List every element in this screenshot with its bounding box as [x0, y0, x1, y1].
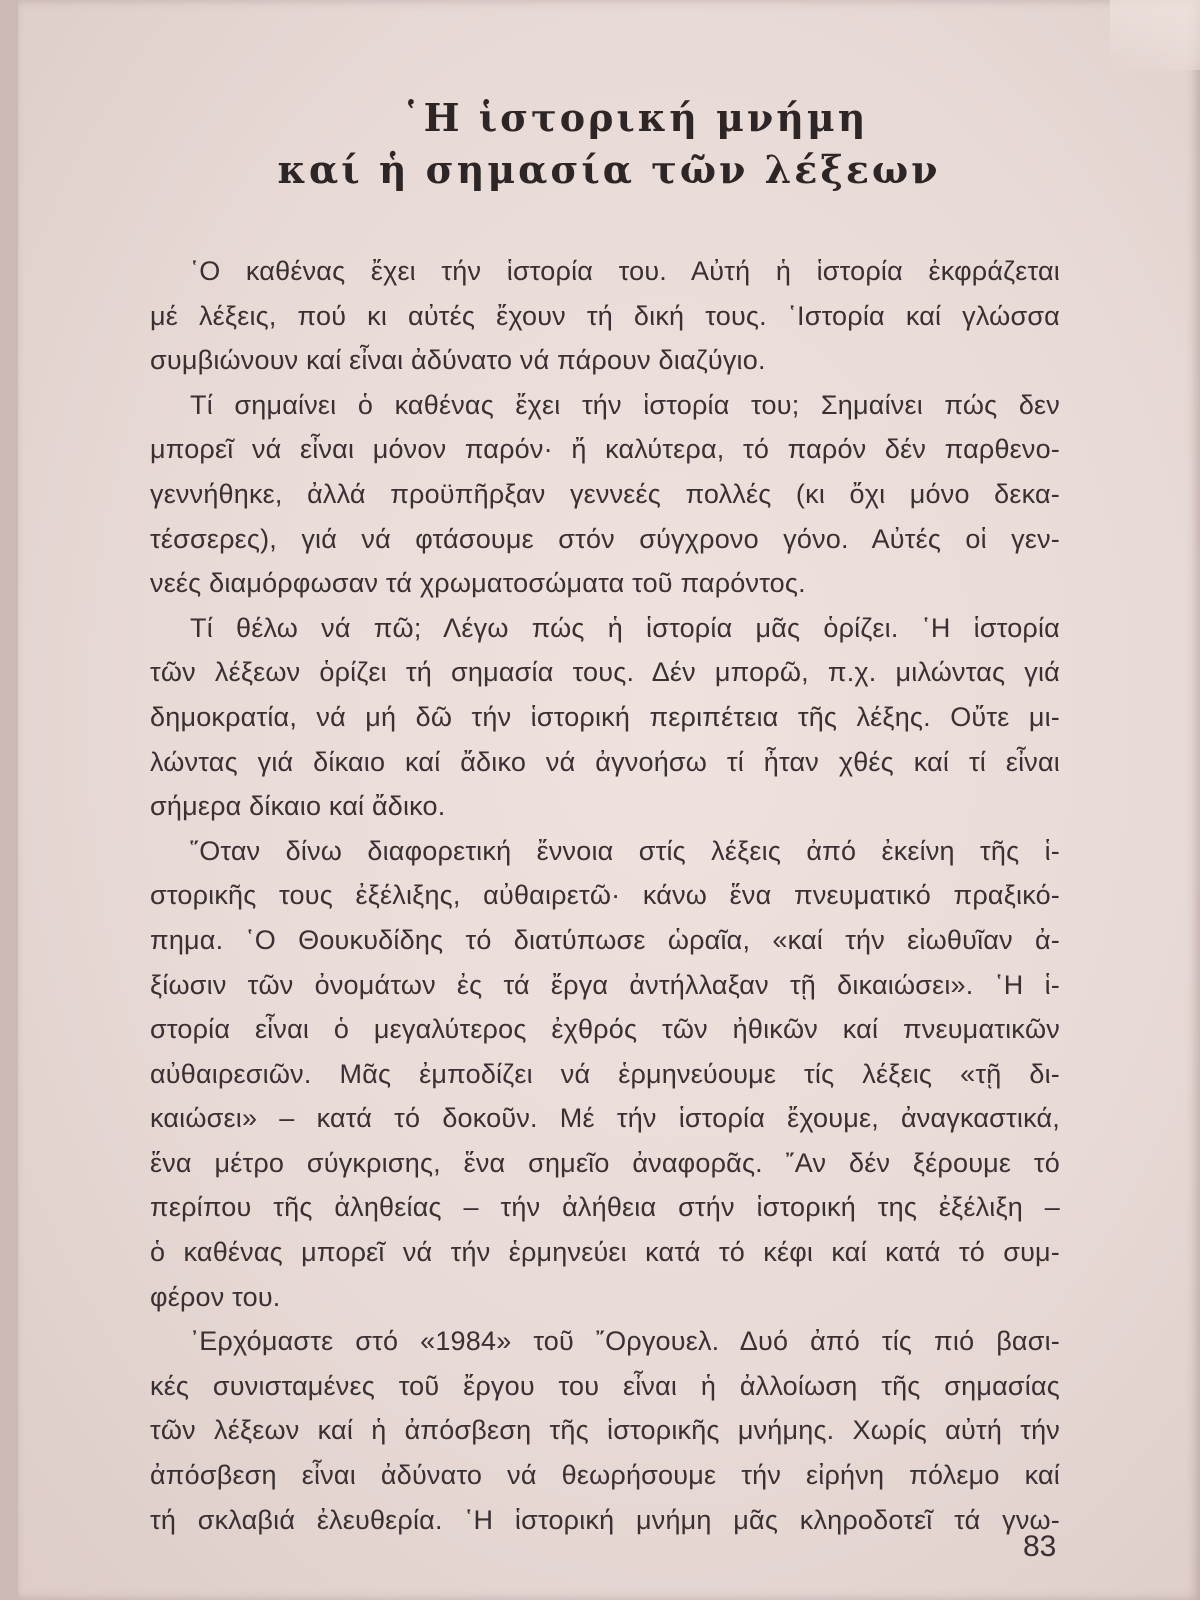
- text-line: Τί σημαίνει ὁ καθένας ἔχει τήν ἱστορία του; Σημαίνει πώς δεν: [190, 389, 1060, 420]
- text-line: περίπου τῆς ἀληθείας – τήν ἀλήθεια στήν ἱστορική της ἐξέλιξη –: [150, 1192, 1060, 1223]
- text-line: καιώσει» – κατά τό δοκοῦν. Μέ τήν ἱστορία ἔχουμε, ἀναγκαστικά,: [150, 1103, 1060, 1134]
- text-line: αὐθαιρεσιῶν. Μᾶς ἐμποδίζει νά ἑρμηνεύουμε τίς λέξεις «τῇ δι-: [150, 1058, 1060, 1089]
- text-line: φέρον του.: [150, 1281, 281, 1312]
- page-number: 83: [1023, 1530, 1057, 1563]
- text-line: ῾Ο καθένας ἔχει τήν ἱστορία του. Αὐτή ἡ ἱστορία ἐκφράζεται: [190, 256, 1060, 286]
- text-line: στορία εἶναι ὁ μεγαλύτερος ἐχθρός τῶν ἠθικῶν καί πνευματικῶν: [150, 1014, 1060, 1045]
- text-line: τέσσερες), γιά νά φτάσουμε στόν σύγχρονο γόνο. Αὐτές οἱ γεν-: [150, 523, 1060, 554]
- chapter-title: [18, 92, 1200, 196]
- text-line: ἀπόσβεση εἶναι ἀδύνατο νά θεωρήσουμε τήν εἰρήνη πόλεμο καί: [150, 1460, 1060, 1491]
- page-corner-fold: [1110, 0, 1200, 70]
- text-line: Τί θέλω νά πῶ; Λέγω πώς ἡ ἱστορία μᾶς ὁρίζει. ῾Η ἱστορία: [190, 612, 1060, 643]
- book-page: [18, 0, 1200, 1600]
- text-line: τή σκλαβιά ἐλευθερία. ῾Η ἱστορική μνήμη μᾶς κληροδοτεῖ τά γνω-: [150, 1504, 1060, 1535]
- text-line: πημα. ῾Ο Θουκυδίδης τό διατύπωσε ὡραῖα, «καί τήν εἰωθυῖαν ἀ-: [150, 924, 1060, 955]
- text-line: δημοκρατία, νά μή δῶ τήν ἱστορική περιπέτεια τῆς λέξης. Οὔτε μι-: [150, 701, 1060, 732]
- text-line: γεννήθηκε, ἀλλά προϋπῆρξαν γεννεές πολλές (κι ὄχι μόνο δεκα-: [150, 478, 1060, 509]
- paragraph: [150, 606, 1060, 829]
- text-line: κές συνισταμένες τοῦ ἔργου του εἶναι ἡ ἀλλοίωση τῆς σημασίας: [150, 1370, 1060, 1401]
- chapter-title-line: καί ἡ σημασία τῶν λέξεων: [277, 147, 941, 192]
- text-line: ῞Οταν δίνω διαφορετική ἔννοια στίς λέξεις ἀπό ἐκείνη τῆς ἱ-: [190, 835, 1060, 866]
- text-line: μέ λέξεις, πού κι αὐτές ἔχουν τή δική τους. ῾Ιστορία καί γλώσσα: [150, 300, 1060, 331]
- paragraph: [150, 1319, 1060, 1542]
- text-line: λώντας γιά δίκαιο καί ἄδικο νά ἀγνοήσω τί ἦταν χθές καί τί εἶναι: [150, 746, 1060, 777]
- text-line: μπορεῖ νά εἶναι μόνον παρόν· ἤ καλύτερα, τό παρόν δέν παρθενο-: [150, 434, 1060, 465]
- paragraph: [150, 249, 1060, 383]
- text-line: ξίωσιν τῶν ὀνομάτων ἐς τά ἔργα ἀντήλλαξαν τῇ δικαιώσει». ῾Η ἱ-: [150, 969, 1060, 1000]
- text-line: συμβιώνουν καί εἶναι ἀδύνατο νά πάρουν διαζύγιο.: [150, 345, 766, 376]
- text-line: τῶν λέξεων ὁρίζει τή σημασία τους. Δέν μπορῶ, π.χ. μιλώντας γιά: [150, 657, 1060, 688]
- chapter-title-line: ῾Η ἱστορική μνήμη: [401, 95, 869, 140]
- body-text: [150, 249, 1060, 1542]
- text-line: ᾿Ερχόμαστε στό «1984» τοῦ ῎Οργουελ. Δυό ἀπό τίς πιό βασι-: [190, 1326, 1060, 1357]
- paragraph: [150, 383, 1060, 606]
- text-line: ἕνα μέτρο σύγκρισης, ἕνα σημεῖο ἀναφορᾶς. ῎Αν δέν ξέρουμε τό: [150, 1147, 1060, 1178]
- text-line: στορικῆς τους ἐξέλιξης, αὐθαιρετῶ· κάνω ἕνα πνευματικό πραξικό-: [150, 880, 1060, 911]
- paragraph: [150, 829, 1060, 1320]
- text-line: ὁ καθένας μπορεῖ νά τήν ἑρμηνεύει κατά τό κέφι καί κατά τό συμ-: [150, 1237, 1060, 1268]
- text-line: νεές διαμόρφωσαν τά χρωματοσώματα τοῦ παρόντος.: [150, 568, 806, 599]
- text-line: τῶν λέξεων καί ἡ ἀπόσβεση τῆς ἱστορικῆς μνήμης. Χωρίς αὐτή τήν: [150, 1415, 1060, 1446]
- text-line: σήμερα δίκαιο καί ἄδικο.: [150, 791, 446, 822]
